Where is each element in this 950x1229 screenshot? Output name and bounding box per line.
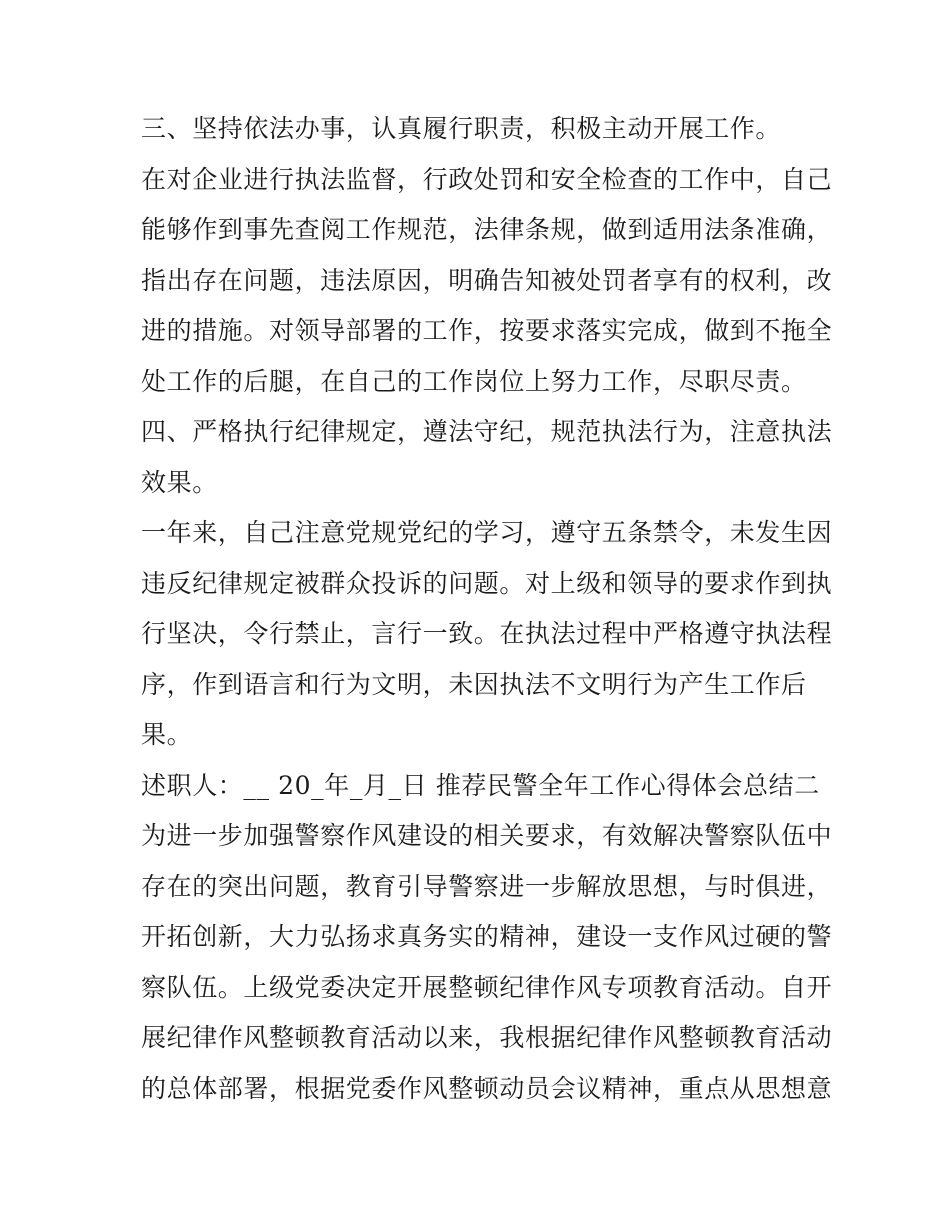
text-line: 违反纪律规定被群众投诉的问题。对上级和领导的要求作到执 bbox=[141, 568, 833, 598]
text-line: 三、坚持依法办事，认真履行职责，积极主动开展工作。 bbox=[141, 114, 782, 143]
text-line: 的总体部署，根据党委作风整顿动员会议精神，重点从思想意 bbox=[141, 1073, 833, 1103]
text-line: 行坚决，令行禁止，言行一致。在执法过程中严格遵守执法程 bbox=[141, 619, 833, 648]
text-line: 述职人：__ 20_年_月_日 推荐民警全年工作心得体会总结二 bbox=[141, 770, 820, 800]
text-line: 察队伍。上级党委决定开展整顿纪律作风专项教育活动。自开 bbox=[141, 972, 833, 1002]
text-line: 开拓创新，大力弘扬求真务实的精神，建设一支作风过硬的警 bbox=[141, 922, 833, 951]
text-line: 进的措施。对领导部署的工作，按要求落实完成，做到不拖全 bbox=[141, 316, 833, 345]
document-body bbox=[141, 104, 833, 1114]
text-line: 展纪律作风整顿教育活动以来，我根据纪律作风整顿教育活动 bbox=[141, 1023, 833, 1052]
text-line: 在对企业进行执法监督，行政处罚和安全检查的工作中，自己 bbox=[141, 164, 833, 194]
text-line: 为进一步加强警察作风建设的相关要求，有效解决警察队伍中 bbox=[141, 821, 833, 850]
text-line: 序，作到语言和行为文明，未因执法不文明行为产生工作后 bbox=[141, 669, 807, 699]
text-line: 存在的突出问题，教育引导警察进一步解放思想，与时俱进， bbox=[141, 871, 833, 901]
text-line: 效果。 bbox=[141, 467, 218, 497]
text-line: 果。 bbox=[141, 720, 193, 749]
text-line: 四、严格执行纪律规定，遵法守纪，规范执法行为，注意执法 bbox=[141, 417, 833, 446]
text-line: 指出存在问题，违法原因，明确告知被处罚者享有的权利，改 bbox=[141, 265, 833, 295]
text-line: 能够作到事先查阅工作规范，法律条规，做到适用法条准确， bbox=[141, 215, 833, 244]
text-line: 一年来，自己注意党规党纪的学习，遵守五条禁令，未发生因 bbox=[141, 518, 833, 547]
text-line: 处工作的后腿，在自己的工作岗位上努力工作，尽职尽责。 bbox=[141, 366, 807, 396]
